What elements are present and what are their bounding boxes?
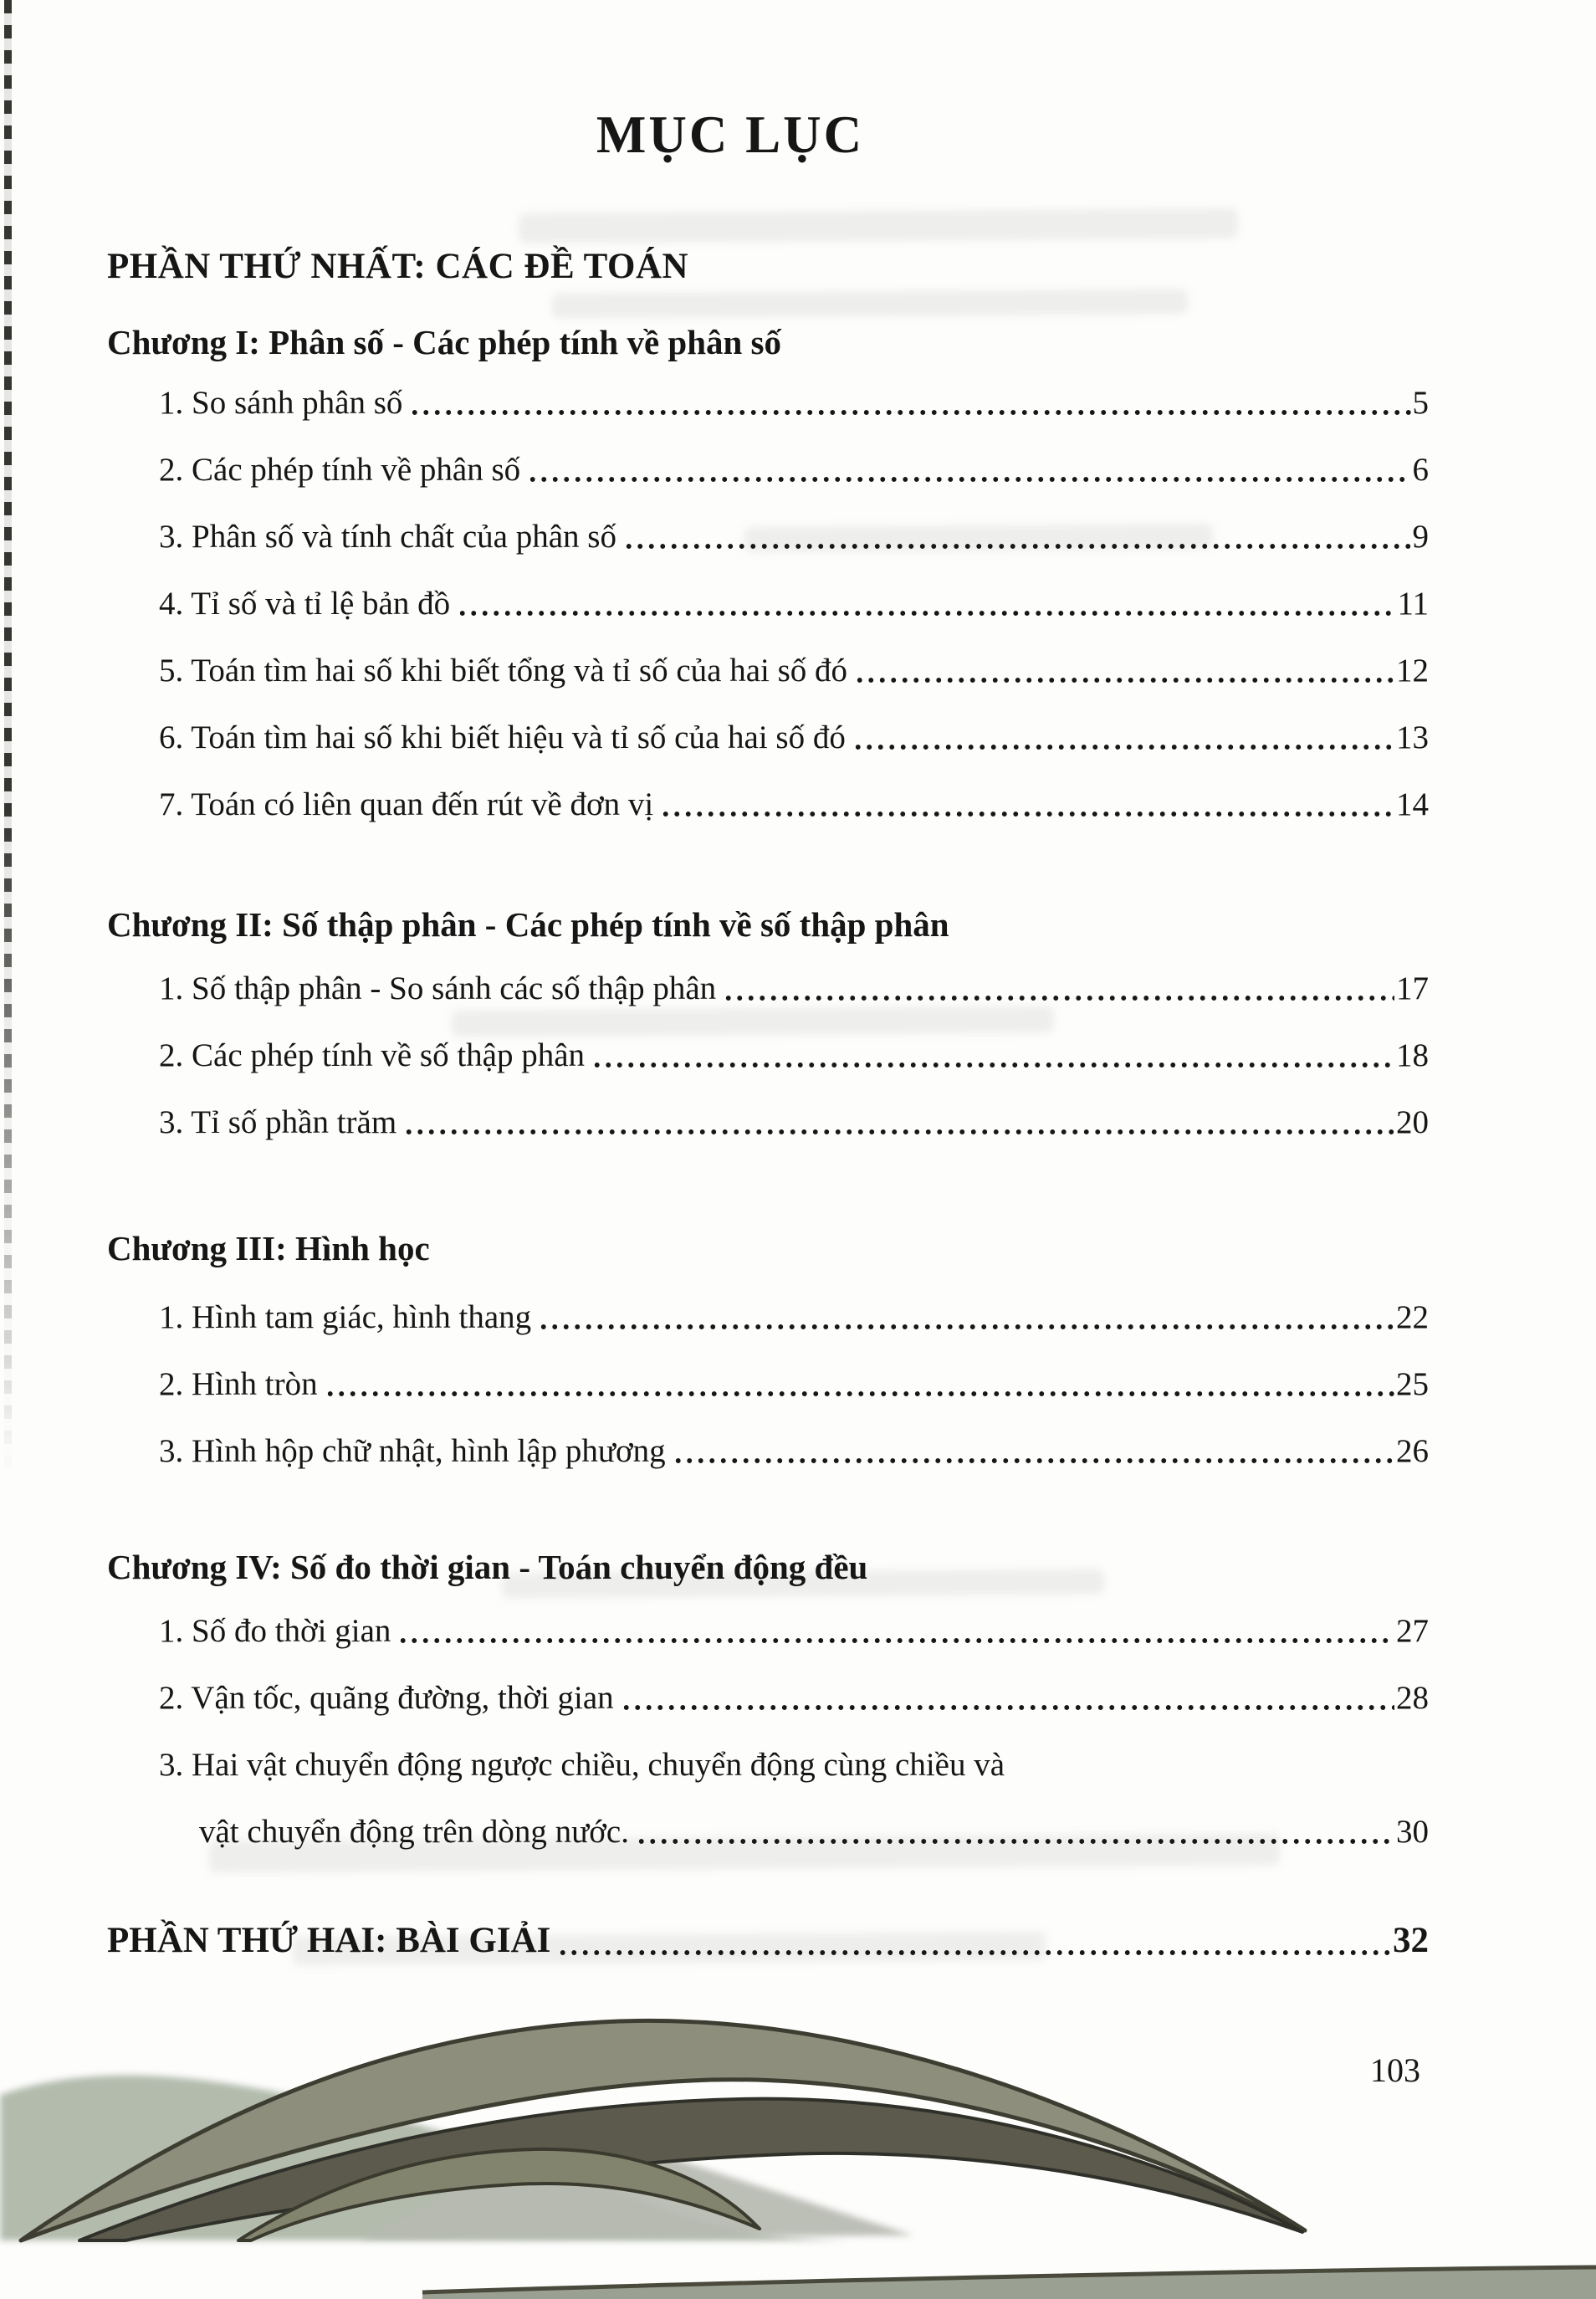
toc-item-label: 3. Hai vật chuyển động ngược chiều, chuyển động cùng chiều và — [159, 1747, 1005, 1783]
toc-item-page: 17 — [1396, 970, 1429, 1006]
chapter2-heading: Chương II: Số thập phân - Các phép tính về số thập phân — [107, 905, 949, 944]
toc-item-page: 18 — [1396, 1037, 1429, 1073]
toc-item-page: 20 — [1396, 1104, 1429, 1140]
toc-item-label: 2. Các phép tính về phân số — [159, 452, 521, 488]
toc-item-row — [159, 717, 1429, 759]
toc-item-label: 1. Số thập phân - So sánh các số thập phân — [159, 970, 717, 1006]
toc-item-label: 2. Vận tốc, quãng đường, thời gian — [159, 1680, 614, 1716]
toc-item-page: 13 — [1396, 719, 1429, 755]
toc-item-row — [159, 449, 1429, 491]
chapter4-heading: Chương IV: Số đo thời gian - Toán chuyển động đều — [107, 1548, 868, 1586]
dot-leader — [854, 674, 1394, 686]
toc-item-row — [159, 1677, 1429, 1719]
dot-leader — [409, 407, 1410, 418]
dot-leader — [591, 1059, 1394, 1071]
toc-item-page: 9 — [1412, 519, 1429, 555]
toc-item-page: 12 — [1396, 653, 1429, 689]
dot-leader — [457, 607, 1395, 619]
toc-item-page: 30 — [1396, 1814, 1429, 1850]
toc-item-page: 6 — [1412, 452, 1429, 488]
toc-item-row — [159, 1297, 1429, 1339]
toc-item-row — [159, 784, 1429, 826]
toc-item-row — [159, 516, 1429, 558]
dot-leader — [660, 808, 1394, 820]
dot-leader — [673, 1455, 1394, 1467]
dot-leader — [325, 1388, 1394, 1400]
toc-item-page: 28 — [1396, 1680, 1429, 1716]
part2-page: 32 — [1393, 1921, 1429, 1960]
dot-leader — [636, 1836, 1394, 1847]
toc-item-row-line1 — [159, 1744, 1429, 1786]
toc-item-row — [159, 1431, 1429, 1472]
toc-item-label: 6. Toán tìm hai số khi biết hiệu và tỉ số của hai số đó — [159, 719, 846, 755]
toc-item-label: 3. Hình hộp chữ nhật, hình lập phương — [159, 1433, 666, 1469]
toc-item-page: 26 — [1396, 1433, 1429, 1469]
swoosh-bottom-band — [422, 2267, 1596, 2299]
page-title: MỤC LỤC — [596, 105, 865, 164]
toc-item-label: 5. Toán tìm hai số khi biết tổng và tỉ số của hai số đó — [159, 653, 848, 689]
part1-heading: PHẦN THỨ NHẤT: CÁC ĐỀ TOÁN — [107, 247, 689, 286]
toc-item-page: 25 — [1396, 1366, 1429, 1402]
toc-item-label: 4. Tỉ số và tỉ lệ bản đồ — [159, 586, 451, 622]
toc-item-label: 3. Phân số và tính chất của phân số — [159, 519, 616, 555]
toc-item-page: 22 — [1396, 1299, 1429, 1335]
toc-item-row-line2 — [199, 1811, 1429, 1853]
toc-item-label: 2. Hình tròn — [159, 1366, 318, 1402]
dot-leader — [852, 741, 1394, 753]
chapter3-heading: Chương III: Hình học — [107, 1229, 430, 1267]
part2-heading: PHẦN THỨ HAI: BÀI GIẢI — [107, 1921, 551, 1960]
toc-item-page: 5 — [1412, 385, 1429, 421]
dot-leader — [621, 1702, 1394, 1713]
spine-scan-artifact — [4, 0, 12, 1472]
folio-page-number: 103 — [1370, 2051, 1420, 2089]
dot-leader — [527, 474, 1410, 485]
dot-leader — [557, 1947, 1391, 1959]
footer-swoosh-graphic — [0, 1988, 1596, 2299]
toc-item-row — [159, 382, 1429, 424]
toc-item-row — [159, 1364, 1429, 1406]
toc-item-label: 7. Toán có liên quan đến rút về đơn vị — [159, 786, 654, 822]
dot-leader — [623, 540, 1411, 552]
toc-item-row — [159, 650, 1429, 692]
toc-item-label: 1. Số đo thời gian — [159, 1613, 391, 1649]
dot-leader — [723, 992, 1394, 1004]
toc-item-label-continued: vật chuyển động trên dòng nước. — [199, 1814, 629, 1850]
toc-item-label: 1. So sánh phân số — [159, 385, 403, 421]
dot-leader — [403, 1126, 1394, 1138]
toc-item-label: 2. Các phép tính về số thập phân — [159, 1037, 586, 1073]
part2-heading-row — [107, 1918, 1429, 1964]
dot-leader — [538, 1321, 1394, 1333]
toc-item-row — [159, 583, 1429, 625]
dot-leader — [397, 1635, 1394, 1646]
toc-item-row — [159, 968, 1429, 1010]
toc-item-page: 11 — [1397, 586, 1429, 622]
chapter1-heading: Chương I: Phân số - Các phép tính về phân số — [107, 323, 782, 361]
toc-item-row — [159, 1035, 1429, 1077]
toc-item-page: 27 — [1396, 1613, 1429, 1649]
toc-item-row — [159, 1102, 1429, 1144]
toc-item-label: 1. Hình tam giác, hình thang — [159, 1299, 532, 1335]
toc-item-page: 14 — [1396, 786, 1429, 822]
toc-item-row — [159, 1610, 1429, 1652]
toc-content — [107, 0, 1429, 1964]
toc-item-label: 3. Tỉ số phần trăm — [159, 1104, 397, 1140]
